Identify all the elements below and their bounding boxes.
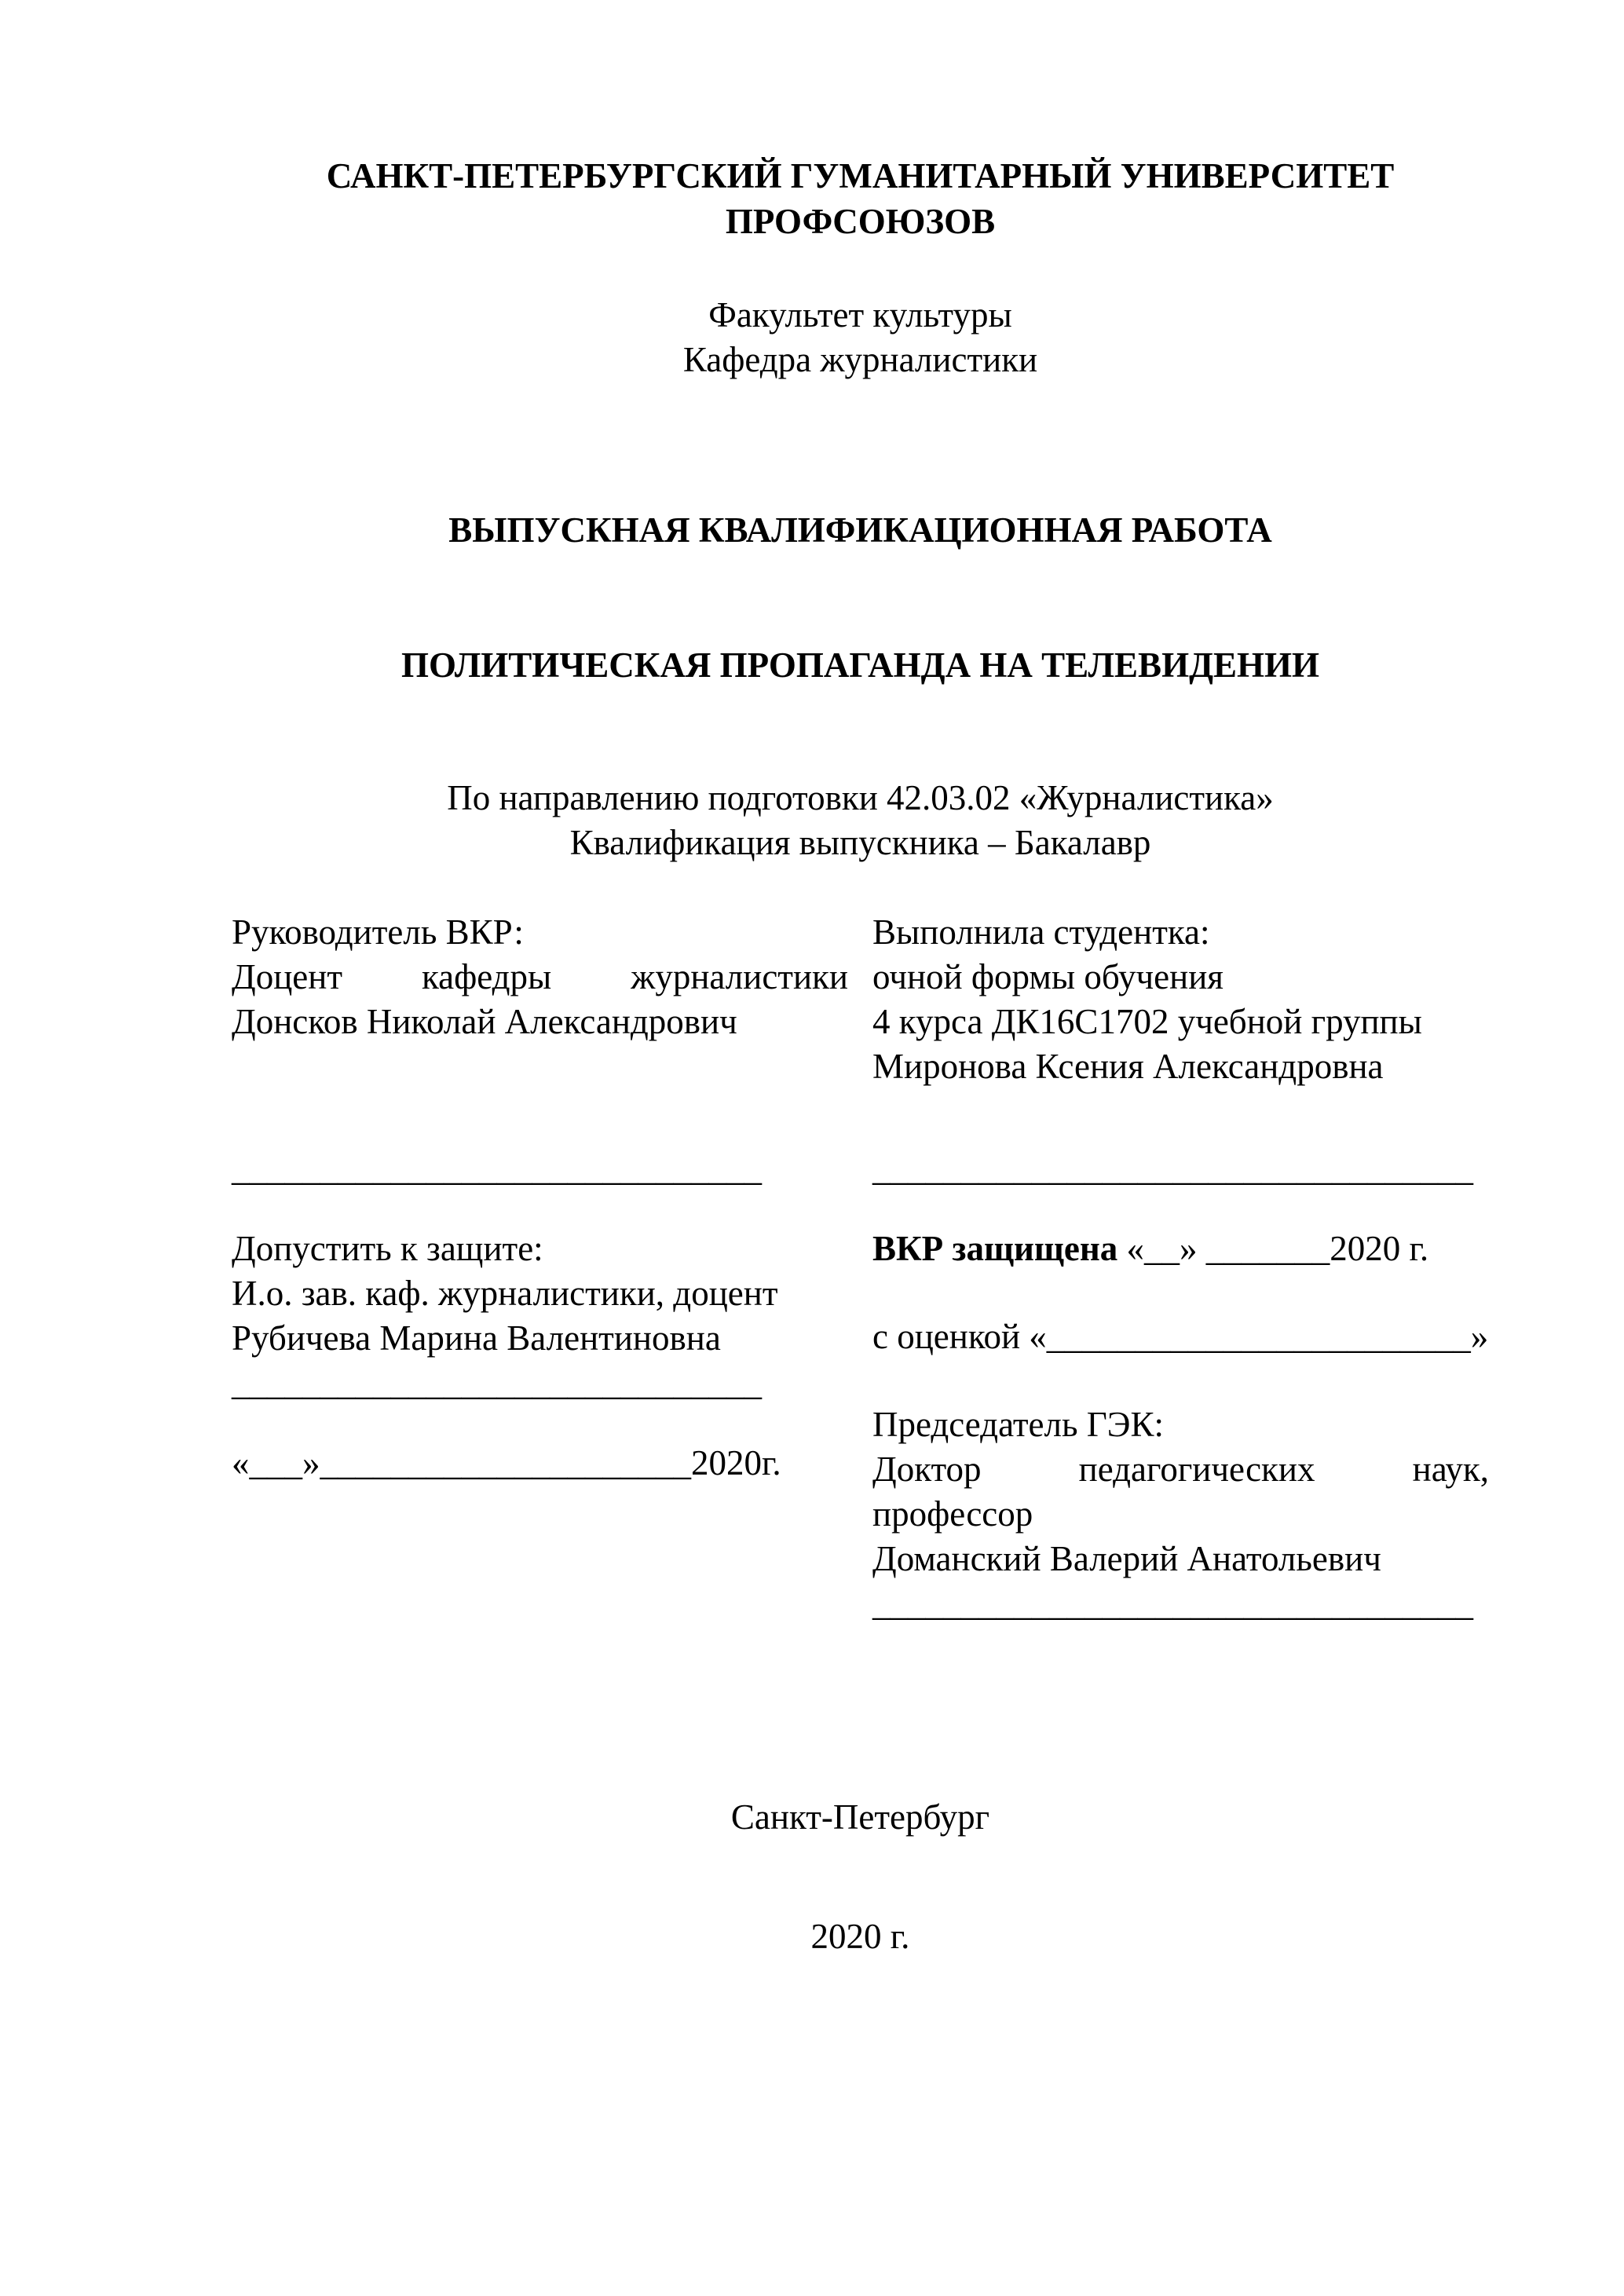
qualification-line: Квалификация выпускника – Бакалавр [569,823,1151,862]
chairman-position-line2: профессор [872,1494,1033,1534]
admit-date-line: «___»_____________________2020г. [232,1443,781,1483]
supervisor-label: Руководитель ВКР: [232,912,524,952]
left-column [232,910,848,1626]
program-direction: По направлению подготовки 42.03.02 «Журналистика» [447,778,1274,817]
right-column [872,910,1489,1626]
student-group: 4 курса ДК16С1702 учебной группы [872,1002,1422,1041]
spacer [872,1191,1489,1227]
defense-date-line [872,1227,1489,1271]
supervisor-name: Донсков Николай Александрович [232,1002,737,1041]
faculty-name: Факультет культуры [708,295,1012,335]
chairman-name: Доманский Валерий Анатольевич [872,1539,1381,1578]
admit-name: Рубичева Марина Валентиновна [232,1318,721,1358]
student-label: Выполнила студентка: [872,912,1210,952]
chairman-position-line1: Доктор педагогических наук, [872,1450,1489,1489]
defense-date-blank: «__» _______2020 г. [1117,1229,1429,1268]
student-name: Миронова Ксения Александровна [872,1047,1384,1086]
chairman-signature-line: __________________________________ [872,1584,1473,1623]
admit-signature-line: ______________________________ [232,1363,762,1402]
thesis-title: ПОЛИТИЧЕСКАЯ ПРОПАГАНДА НА ТЕЛЕВИДЕНИИ [401,645,1320,685]
approval-columns [232,910,1489,1626]
spacer [872,1089,1489,1146]
student-form: очной формы обучения [872,957,1223,996]
spacer [872,1271,1489,1314]
supervisor-position: Доцент кафедры журналистики [232,957,848,996]
student-signature-line: __________________________________ [872,1149,1473,1188]
university-name: САНКТ-ПЕТЕРБУРГСКИЙ ГУМАНИТАРНЫЙ УНИВЕРСИТЕТ ПРОФСОЮЗОВ [326,156,1395,241]
grade-line: с оценкой «________________________» [872,1317,1489,1356]
admit-label: Допустить к защите: [232,1229,543,1268]
spacer [232,1044,848,1146]
spacer [232,1406,848,1441]
year-label: 2020 г. [810,1917,910,1956]
admit-position: И.о. зав. каф. журналистики, доцент [232,1274,778,1313]
chairman-label: Председатель ГЭК: [872,1405,1164,1444]
supervisor-signature-line: ______________________________ [232,1149,762,1188]
spacer [232,1191,848,1227]
defense-date-label: ВКР защищена [872,1229,1118,1268]
work-type-heading: ВЫПУСКНАЯ КВАЛИФИКАЦИОННАЯ РАБОТА [448,510,1272,550]
city-name: Санкт-Петербург [730,1797,990,1837]
spacer [872,1359,1489,1402]
department-name: Кафедра журналистики [682,340,1038,379]
